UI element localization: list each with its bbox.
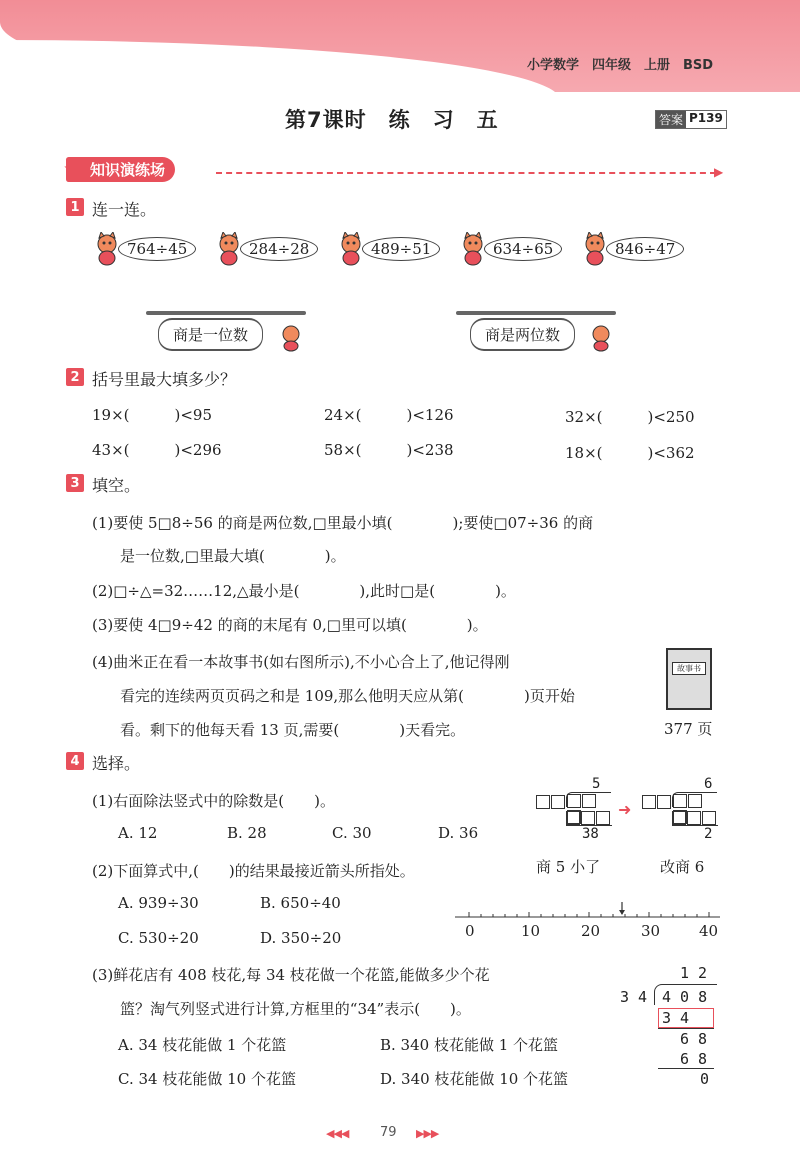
tick-label: 30 [641,922,661,940]
answer-label: 答案 [656,111,686,128]
quotient: 1 2 [680,964,708,982]
tick-label: 0 [465,922,475,940]
fill-blank-text[interactable]: (4)曲米正在看一本故事书(如右图所示),不小心合上了,他记得刚 [92,653,510,671]
option-c[interactable]: C. 34 枝花能做 10 个花篮 [118,1070,296,1088]
option-b[interactable]: B. 28 [227,824,267,842]
choice-question: (2)下面算式中,( )的结果最接近箭头所指处。 [92,862,415,880]
scroll-rod [146,311,306,315]
prev-arrows-icon: ◀◀◀ [326,1127,349,1140]
expression-card[interactable] [580,232,684,266]
tick-label: 10 [521,922,541,940]
expression-card[interactable] [458,232,562,266]
fill-blank-text[interactable]: 看完的连续两页页码之和是 109,那么他明天应从第( )页开始 [120,687,575,705]
quotient: 5 [592,776,601,792]
cat-icon [276,322,306,356]
question-number: 4 [66,752,84,770]
result: 0 [700,1070,710,1088]
fill-blank-text[interactable]: (2)□÷△=32……12,△最小是( ),此时□是( )。 [92,582,516,600]
inequality[interactable]: 58×( )<238 [324,441,454,459]
number-line [455,900,725,950]
choice-question: (1)右面除法竖式中的除数是( )。 [92,792,335,810]
cat-icon [92,232,122,266]
question-number: 3 [66,474,84,492]
caption: 改商 6 [660,858,705,876]
option-a[interactable]: A. 939÷30 [118,894,199,912]
arrow-right-icon: ▶ [714,165,724,179]
section-label: 知识演练场 [66,157,175,182]
fill-blank-text[interactable]: 看。剩下的他每天看 13 页,需要( )天看完。 [120,721,466,739]
remainder: 38 [582,826,599,842]
inequality[interactable]: 43×( )<296 [92,441,222,459]
expression-oval: 764÷45 [118,237,196,261]
answer-tag [655,110,727,129]
expression-card[interactable] [336,232,440,266]
inequality[interactable]: 18×( )<362 [565,444,695,462]
fill-blank-text[interactable]: 是一位数,□里最大填( )。 [120,547,346,565]
book-title: 故事书 [672,662,706,675]
option-b[interactable]: B. 650÷40 [260,894,341,912]
scroll-target[interactable]: 商是两位数 [470,318,575,351]
step: 6 8 [680,1050,708,1068]
page-number: 79 [380,1125,397,1140]
inequality[interactable]: 19×( )<95 [92,406,213,424]
option-d[interactable]: D. 350÷20 [260,929,342,947]
step: 6 8 [680,1030,708,1048]
caption: 商 5 小了 [536,858,601,876]
cat-icon [580,232,610,266]
cat-icon [214,232,244,266]
question-prompt: 填空。 [92,476,141,495]
long-division [618,964,728,1089]
option-b[interactable]: B. 340 枝花能做 1 个花篮 [380,1036,559,1054]
page-title: 第7课时 练 习 五 [285,108,499,132]
question-number: 2 [66,368,84,386]
fill-blank-text[interactable]: (3)要使 4□9÷42 的商的末尾有 0,□里可以填( )。 [92,616,488,634]
tick-label: 40 [699,922,719,940]
scroll-rod [456,311,616,315]
storybook-icon [666,648,712,710]
choice-question: 篮？淘气列竖式进行计算,方框里的“34”表示( )。 [120,1000,471,1018]
division-diagram-1 [536,776,656,846]
cat-icon [458,232,488,266]
cat-icon [336,232,366,266]
divisor: 3 4 [620,988,648,1006]
option-d[interactable]: D. 340 枝花能做 10 个花篮 [380,1070,569,1088]
option-d[interactable]: D. 36 [438,824,479,842]
next-arrows-icon: ▶▶▶ [416,1127,439,1140]
tick-label: 20 [581,922,601,940]
section-divider [216,172,716,174]
dividend: 4 0 8 [662,988,708,1006]
answer-page: P139 [689,111,723,125]
choice-question: (3)鲜花店有 408 枝花,每 34 枝花做一个花篮,能做多少个花 [92,966,490,984]
book-pages: 377 页 [664,720,713,738]
remainder: 2 [704,826,713,842]
question-prompt: 括号里最大填多少？ [92,370,237,389]
quotient: 6 [704,776,713,792]
question-prompt: 连一连。 [92,200,157,219]
expression-card[interactable] [92,232,196,266]
series-label: 小学数学 四年级 上册 BSD [527,58,714,73]
scroll-target[interactable]: 商是一位数 [158,318,263,351]
cat-icon [586,322,616,356]
option-a[interactable]: A. 12 [118,824,158,842]
option-c[interactable]: C. 530÷20 [118,929,199,947]
division-diagram-2 [642,776,762,846]
step: 3 4 [662,1009,690,1027]
expression-oval: 846÷47 [606,237,684,261]
question-prompt: 选择。 [92,754,141,773]
expression-oval: 489÷51 [362,237,440,261]
arrow-right-icon: ➜ [618,800,632,819]
expression-card[interactable] [214,232,318,266]
option-a[interactable]: A. 34 枝花能做 1 个花篮 [118,1036,287,1054]
question-number: 1 [66,198,84,216]
inequality[interactable]: 32×( )<250 [565,408,695,426]
expression-oval: 634÷65 [484,237,562,261]
inequality[interactable]: 24×( )<126 [324,406,454,424]
expression-oval: 284÷28 [240,237,318,261]
fill-blank-text[interactable]: (1)要使 5□8÷56 的商是两位数,□里最小填( );要使□07÷36 的商 [92,514,594,532]
option-c[interactable]: C. 30 [332,824,372,842]
